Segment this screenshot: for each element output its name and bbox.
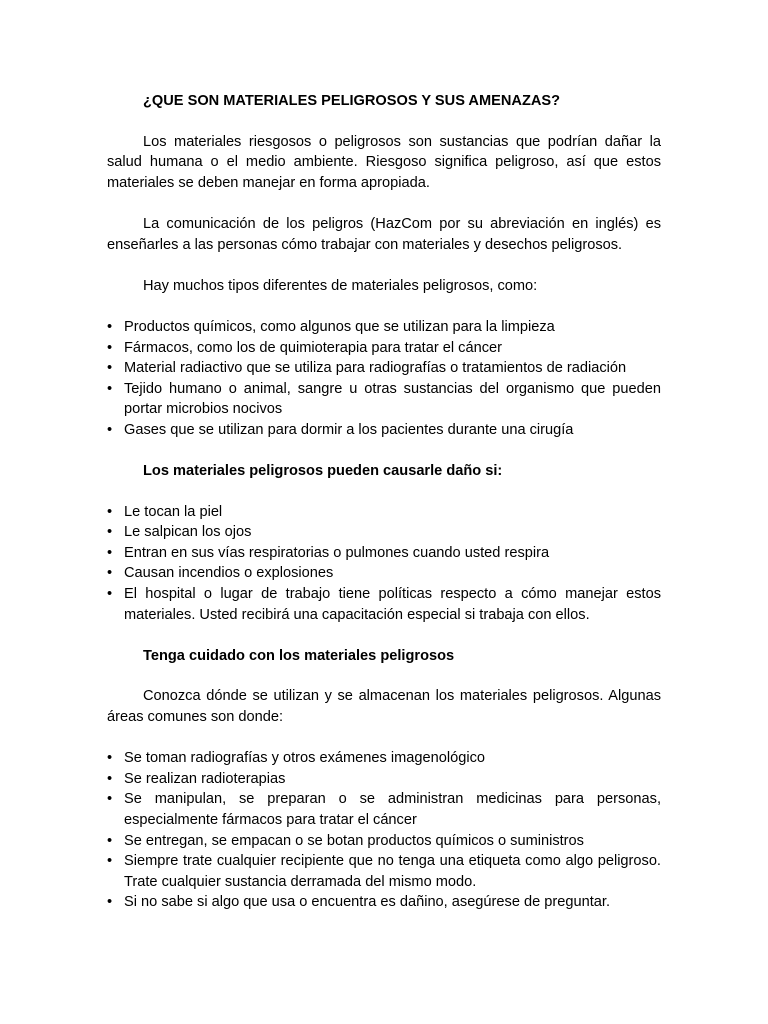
list-item-text: Fármacos, como los de quimioterapia para tratar el cáncer: [124, 339, 502, 356]
list-item-text: Se entregan, se empacan o se botan productos químicos o suministros: [124, 832, 584, 849]
bullet-icon: •: [107, 503, 113, 520]
list-item: [107, 420, 661, 441]
list-item: [107, 769, 661, 790]
care-paragraph: Conozca dónde se utilizan y se almacenan los materiales peligrosos. Algunas áreas comunes son donde:: [107, 688, 661, 726]
bullet-icon: •: [107, 832, 113, 849]
list-item: [107, 543, 661, 564]
list-item: [107, 584, 661, 625]
intro-paragraph-types: Hay muchos tipos diferentes de materiales peligrosos, como:: [143, 277, 538, 294]
list-item: [107, 831, 661, 852]
document-content: [107, 91, 661, 934]
document-title: ¿QUE SON MATERIALES PELIGROSOS Y SUS AMENAZAS?: [143, 93, 561, 109]
areas-list: [107, 748, 661, 913]
care-heading: Tenga cuidado con los materiales peligrosos: [143, 647, 455, 664]
bullet-icon: •: [107, 544, 113, 561]
list-item-text: Le salpican los ojos: [124, 524, 252, 541]
list-item-text: Gases que se utilizan para dormir a los pacientes durante una cirugía: [124, 421, 574, 438]
intro-paragraph-definition: Los materiales riesgosos o peligrosos son sustancias que podrían dañar la salud humana o el medio ambiente. Riesgoso significa peligroso, así que estos materiales se deben manejar en forma apropiada.: [107, 133, 661, 191]
bullet-icon: •: [107, 586, 113, 603]
harm-heading: Los materiales peligrosos pueden causarle daño si:: [143, 463, 503, 480]
bullet-icon: •: [107, 770, 113, 787]
bullet-icon: •: [107, 791, 113, 808]
bullet-icon: •: [107, 853, 113, 870]
list-item: [107, 522, 661, 543]
list-item: [107, 338, 661, 359]
list-item-text: Se realizan radioterapias: [124, 770, 286, 787]
list-item: [107, 789, 661, 830]
list-item-text: Se manipulan, se preparan o se administran medicinas para personas, especialmente fármacos para tratar el cáncer: [124, 791, 661, 828]
bullet-icon: •: [107, 750, 113, 767]
list-item: [107, 379, 661, 420]
list-item-text: Siempre trate cualquier recipiente que no tenga una etiqueta como algo peligroso. Trate cualquier sustancia derramada del mismo modo.: [124, 853, 661, 890]
list-item-text: Causan incendios o explosiones: [124, 565, 334, 582]
list-item: [107, 892, 661, 913]
list-item-text: Tejido humano o animal, sangre u otras sustancias del organismo que pueden portar microbios nocivos: [124, 380, 661, 418]
list-item: [107, 748, 661, 769]
types-list: [107, 317, 661, 441]
list-item: [107, 358, 661, 379]
list-item-text: Le tocan la piel: [124, 503, 223, 520]
list-item: [107, 317, 661, 338]
intro-paragraph-hazcom: La comunicación de los peligros (HazCom por su abreviación en inglés) es enseñarles a las personas cómo trabajar con materiales y desechos peligrosos.: [107, 215, 661, 253]
bullet-icon: •: [107, 318, 113, 335]
bullet-icon: •: [107, 360, 113, 377]
list-item-text: Se toman radiografías y otros exámenes imagenológico: [124, 750, 485, 767]
bullet-icon: •: [107, 421, 113, 438]
list-item-text: Entran en sus vías respiratorias o pulmones cuando usted respira: [124, 544, 550, 561]
bullet-icon: •: [107, 339, 113, 356]
harm-list: [107, 502, 661, 626]
list-item: [107, 851, 661, 892]
list-item-text: Si no sabe si algo que usa o encuentra es dañino, asegúrese de preguntar.: [124, 894, 610, 911]
list-item-text: Productos químicos, como algunos que se utilizan para la limpieza: [124, 318, 555, 335]
bullet-icon: •: [107, 380, 113, 397]
list-item: [107, 563, 661, 584]
bullet-icon: •: [107, 894, 113, 911]
bullet-icon: •: [107, 565, 113, 582]
list-item: [107, 502, 661, 523]
list-item-text: El hospital o lugar de trabajo tiene políticas respecto a cómo manejar estos materiales. Usted recibirá una capacitación especial si trabaja con ellos.: [124, 586, 661, 623]
bullet-icon: •: [107, 524, 113, 541]
list-item-text: Material radiactivo que se utiliza para radiografías o tratamientos de radiación: [124, 360, 627, 377]
